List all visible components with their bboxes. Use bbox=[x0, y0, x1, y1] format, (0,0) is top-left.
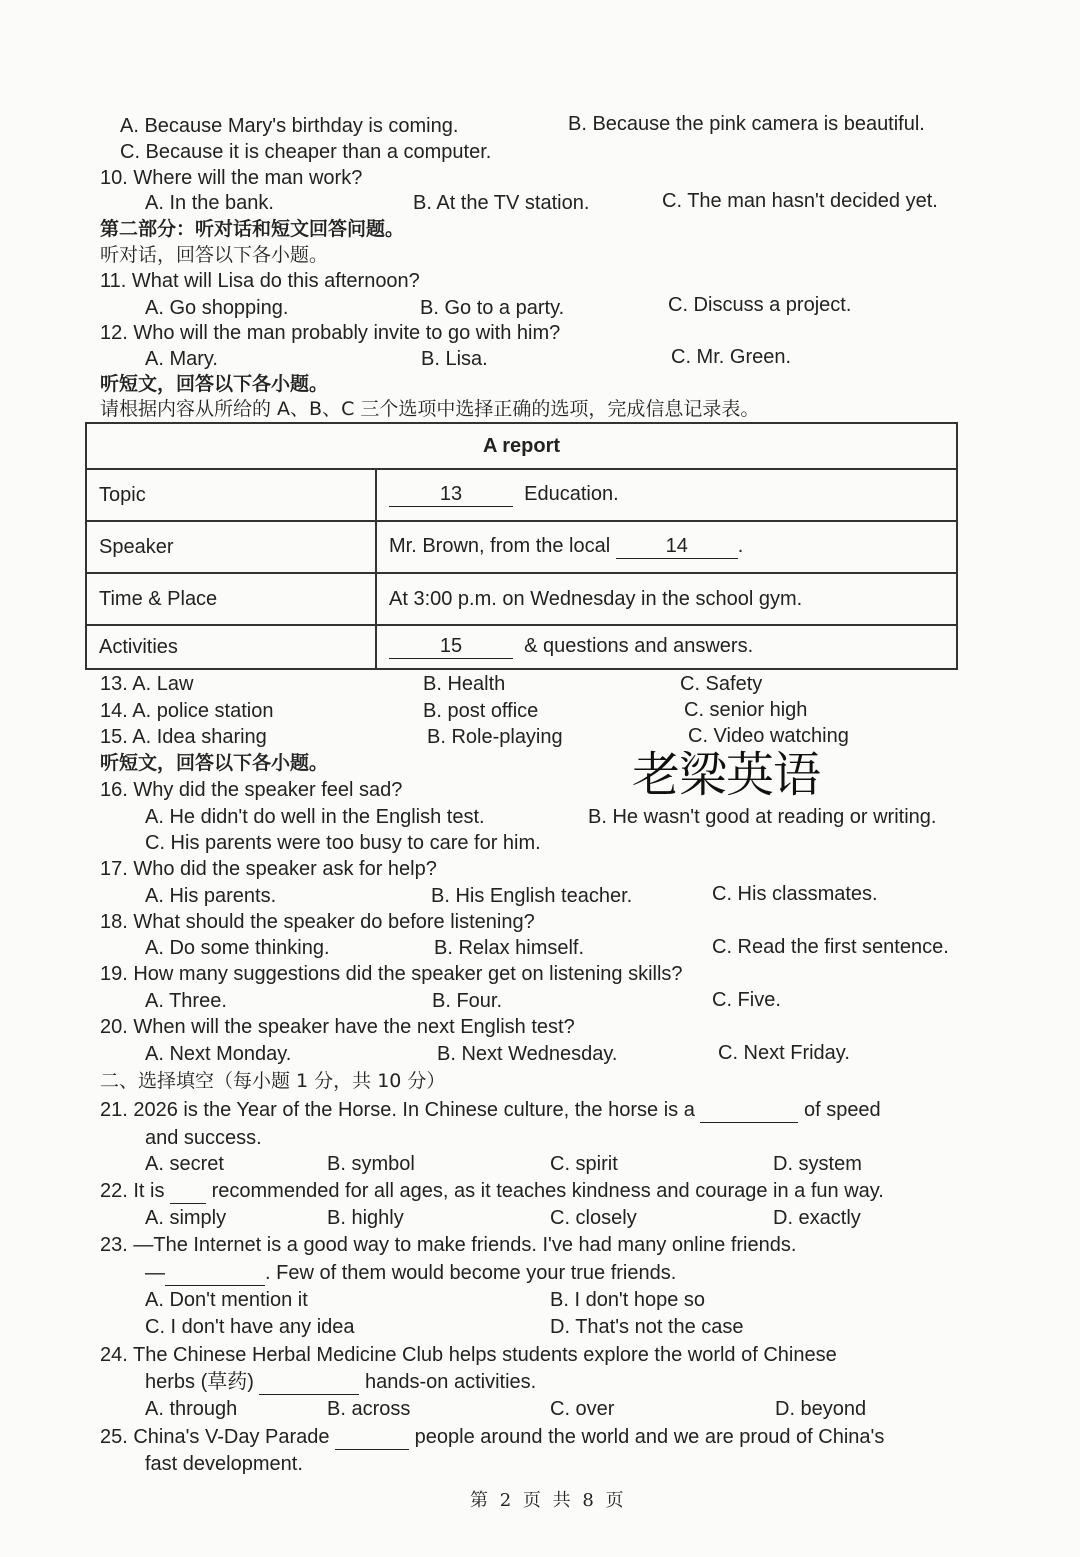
q24-blank bbox=[259, 1370, 359, 1395]
q24-option-d: D. beyond bbox=[775, 1398, 867, 1420]
q25-question-cont: fast development. bbox=[145, 1453, 303, 1475]
q22-option-c: C. closely bbox=[550, 1207, 637, 1229]
q21-blank bbox=[700, 1098, 798, 1123]
q14-option-c: C. senior high bbox=[684, 699, 808, 721]
q23-blank bbox=[165, 1261, 265, 1286]
q16-option-c: C. His parents were too busy to care for him. bbox=[145, 832, 541, 854]
q21-option-a: A. secret bbox=[145, 1153, 224, 1175]
q21-option-c: C. spirit bbox=[550, 1153, 618, 1175]
q19-option-b: B. Four. bbox=[432, 990, 503, 1012]
passage-instruction: 听短文，回答以下各小题。 bbox=[100, 373, 329, 395]
q23-option-a: A. Don't mention it bbox=[145, 1289, 308, 1311]
q24-text-end: hands-on activities. bbox=[365, 1371, 537, 1393]
watermark-logo: 老梁英语 bbox=[632, 747, 821, 803]
row-value-time-place: At 3:00 p.m. on Wednesday in the school gym. bbox=[376, 573, 957, 625]
q25-text-end: people around the world and we are proud of China's bbox=[414, 1426, 885, 1448]
q20-option-c: C. Next Friday. bbox=[718, 1042, 850, 1064]
q24-question: 24. The Chinese Herbal Medicine Club helps students explore the world of Chinese bbox=[100, 1344, 837, 1366]
q22-blank bbox=[170, 1179, 206, 1204]
q10-option-c: C. The man hasn't decided yet. bbox=[662, 190, 938, 212]
q22-question bbox=[100, 1179, 884, 1204]
q18-option-a: A. Do some thinking. bbox=[145, 937, 330, 959]
blank-14: 14 bbox=[616, 535, 738, 559]
q21-option-b: B. symbol bbox=[327, 1153, 415, 1175]
topic-text: Education. bbox=[524, 483, 619, 505]
q23-response bbox=[145, 1261, 676, 1286]
q21-question bbox=[100, 1098, 881, 1123]
q25-blank bbox=[335, 1425, 409, 1450]
q11-option-a: A. Go shopping. bbox=[145, 297, 289, 319]
report-table bbox=[85, 422, 958, 670]
q14-option-a: 14. A. police station bbox=[100, 700, 274, 722]
q18-option-c: C. Read the first sentence. bbox=[712, 936, 949, 958]
q18-option-b: B. Relax himself. bbox=[434, 937, 585, 959]
q16-option-a: A. He didn't do well in the English test. bbox=[145, 806, 485, 828]
q9-option-c: C. Because it is cheaper than a computer. bbox=[120, 141, 492, 163]
table-instruction: 请根据内容从所给的 A、B、C 三个选项中选择正确的选项，完成信息记录表。 bbox=[100, 398, 760, 420]
q25-question bbox=[100, 1425, 884, 1450]
q23-option-b: B. I don't hope so bbox=[550, 1289, 706, 1311]
q15-option-c: C. Video watching bbox=[688, 725, 849, 747]
part2-title: 第二部分：听对话和短文回答问题。 bbox=[100, 218, 405, 240]
q23-text-end: . Few of them would become your true friends. bbox=[265, 1262, 677, 1284]
q17-option-a: A. His parents. bbox=[145, 885, 277, 907]
q13-option-c: C. Safety bbox=[680, 673, 763, 695]
q11-option-c: C. Discuss a project. bbox=[668, 294, 852, 316]
report-title: A report bbox=[86, 423, 957, 469]
row-value-speaker bbox=[376, 521, 957, 573]
q20-question: 20. When will the speaker have the next English test? bbox=[100, 1016, 575, 1038]
blank-15: 15 bbox=[389, 635, 513, 659]
row-value-activities bbox=[376, 625, 957, 669]
q12-option-a: A. Mary. bbox=[145, 348, 218, 370]
q23-option-d: D. That's not the case bbox=[550, 1316, 744, 1338]
q11-option-b: B. Go to a party. bbox=[420, 297, 565, 319]
q25-text: 25. China's V-Day Parade bbox=[100, 1426, 330, 1448]
q9-option-b: B. Because the pink camera is beautiful. bbox=[568, 113, 925, 135]
q12-option-c: C. Mr. Green. bbox=[671, 346, 792, 368]
q17-option-b: B. His English teacher. bbox=[431, 885, 633, 907]
activities-text: & questions and answers. bbox=[524, 635, 754, 657]
row-label-activities: Activities bbox=[86, 625, 376, 669]
row-label-time-place: Time & Place bbox=[86, 573, 376, 625]
q17-question: 17. Who did the speaker ask for help? bbox=[100, 858, 437, 880]
row-value-topic bbox=[376, 469, 957, 521]
q22-option-d: D. exactly bbox=[773, 1207, 861, 1229]
q15-option-b: B. Role-playing bbox=[427, 726, 563, 748]
q19-option-a: A. Three. bbox=[145, 990, 227, 1012]
q21-option-d: D. system bbox=[773, 1153, 862, 1175]
q23-dash: — bbox=[145, 1262, 165, 1284]
q24-option-a: A. through bbox=[145, 1398, 238, 1420]
q10-option-a: A. In the bank. bbox=[145, 192, 274, 214]
q22-option-a: A. simply bbox=[145, 1207, 227, 1229]
blank-13: 13 bbox=[389, 483, 513, 507]
q24-text: herbs (草药) bbox=[145, 1371, 254, 1393]
q20-option-b: B. Next Wednesday. bbox=[437, 1043, 618, 1065]
q11-question: 11. What will Lisa do this afternoon? bbox=[100, 270, 420, 292]
passage-instruction-2: 听短文，回答以下各小题。 bbox=[100, 752, 329, 774]
q23-option-c: C. I don't have any idea bbox=[145, 1316, 355, 1338]
q21-question-cont: and success. bbox=[145, 1127, 262, 1149]
q23-question: 23. —The Internet is a good way to make friends. I've had many online friends. bbox=[100, 1234, 797, 1256]
q21-text: 21. 2026 is the Year of the Horse. In Chinese culture, the horse is a bbox=[100, 1099, 695, 1121]
dialog-instruction: 听对话，回答以下各小题。 bbox=[100, 244, 329, 266]
q20-option-a: A. Next Monday. bbox=[145, 1043, 292, 1065]
q21-text-end: of speed bbox=[803, 1099, 881, 1121]
q22-text-end: recommended for all ages, as it teaches kindness and courage in a fun way. bbox=[211, 1180, 884, 1202]
page-footer: 第 2 页 共 8 页 bbox=[470, 1490, 627, 1511]
q19-option-c: C. Five. bbox=[712, 989, 781, 1011]
q17-option-c: C. His classmates. bbox=[712, 883, 878, 905]
q10-option-b: B. At the TV station. bbox=[413, 192, 590, 214]
q12-question: 12. Who will the man probably invite to go with him? bbox=[100, 322, 561, 344]
q12-option-b: B. Lisa. bbox=[421, 348, 488, 370]
q18-question: 18. What should the speaker do before listening? bbox=[100, 911, 535, 933]
q16-option-b: B. He wasn't good at reading or writing. bbox=[588, 806, 937, 828]
q13-option-b: B. Health bbox=[423, 673, 506, 695]
q22-option-b: B. highly bbox=[327, 1207, 404, 1229]
q9-option-a: A. Because Mary's birthday is coming. bbox=[120, 115, 459, 137]
section2-title: 二、选择填空（每小题 1 分，共 10 分） bbox=[100, 1070, 446, 1092]
row-label-topic: Topic bbox=[86, 469, 376, 521]
q16-question: 16. Why did the speaker feel sad? bbox=[100, 779, 403, 801]
q24-option-b: B. across bbox=[327, 1398, 411, 1420]
q10-question: 10. Where will the man work? bbox=[100, 167, 363, 189]
q13-option-a: 13. A. Law bbox=[100, 673, 194, 695]
speaker-period: . bbox=[737, 535, 744, 557]
q22-text: 22. It is bbox=[100, 1180, 165, 1202]
q19-question: 19. How many suggestions did the speaker get on listening skills? bbox=[100, 963, 683, 985]
speaker-text: Mr. Brown, from the local bbox=[389, 535, 611, 557]
q24-question-cont bbox=[145, 1370, 536, 1395]
row-label-speaker: Speaker bbox=[86, 521, 376, 573]
q15-option-a: 15. A. Idea sharing bbox=[100, 726, 267, 748]
q14-option-b: B. post office bbox=[423, 700, 539, 722]
q24-option-c: C. over bbox=[550, 1398, 615, 1420]
